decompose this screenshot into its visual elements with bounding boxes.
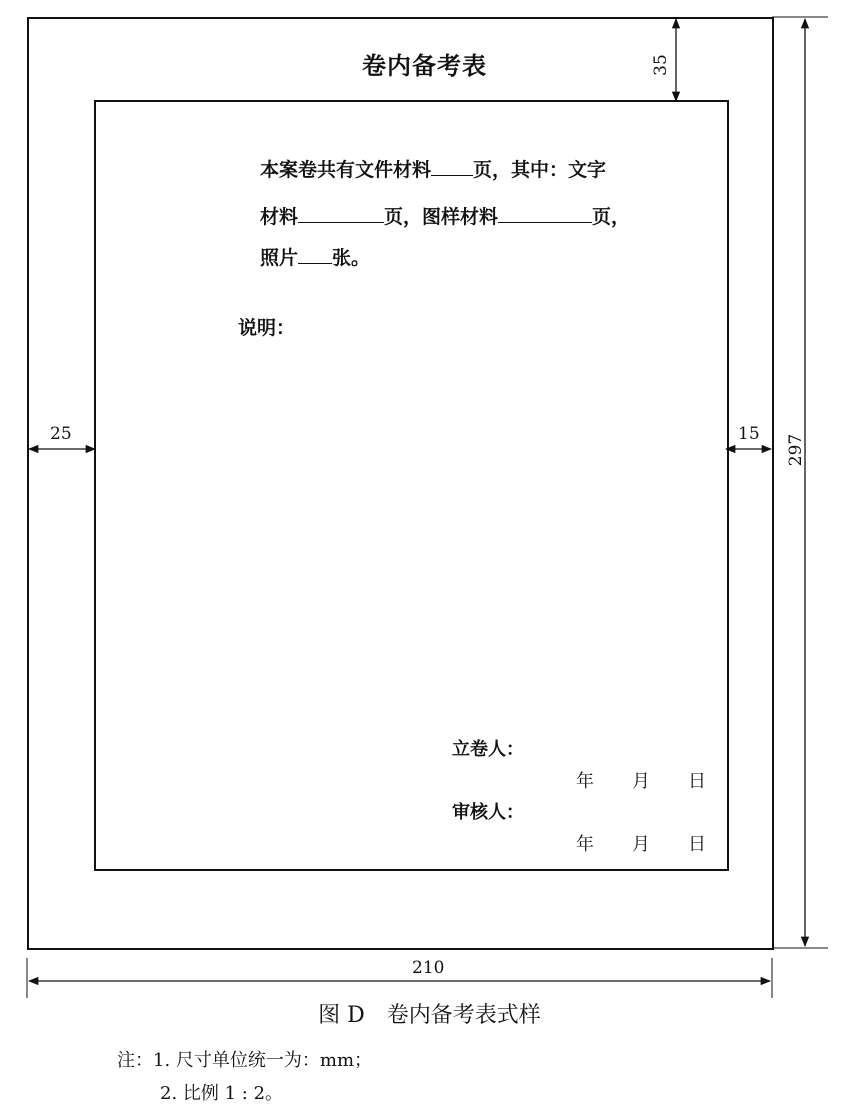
blank-drawing-pages	[498, 206, 592, 223]
reviewer-label: 审核人：	[452, 802, 524, 823]
blank-text-pages	[298, 206, 384, 223]
line2-text-b: 页，图样材料	[384, 206, 499, 228]
form-line-3	[260, 243, 370, 270]
explain-label: 说明：	[238, 317, 296, 339]
form-line-1	[260, 155, 606, 182]
line1-text-a: 本案卷共有文件材料	[260, 159, 432, 181]
line2-text-c: 页，	[592, 206, 631, 228]
filer-day: 日	[688, 771, 706, 792]
reviewer-month: 月	[632, 834, 650, 855]
dim-left-margin-label: 25	[50, 424, 72, 444]
dim-height-label: 297	[786, 433, 807, 467]
figure-caption: 图 D 卷内备考表式样	[318, 1003, 541, 1028]
note-1: 注：1. 尺寸单位统一为：mm；	[117, 1050, 373, 1071]
line3-text-b: 张。	[332, 247, 371, 269]
blank-total-pages	[431, 159, 473, 176]
reviewer-day: 日	[688, 834, 706, 855]
form-title: 卷内备考表	[362, 52, 487, 80]
filer-year: 年	[576, 771, 594, 792]
dim-top-margin-label: 35	[650, 54, 671, 76]
reviewer-date-row	[576, 830, 744, 856]
line1-text-b: 页，其中：文字	[473, 159, 607, 181]
dim-right-margin-label: 15	[738, 424, 760, 444]
line2-text-a: 材料	[260, 206, 299, 228]
line3-text-a: 照片	[260, 247, 299, 269]
blank-photo-count	[298, 247, 332, 264]
filer-month: 月	[632, 771, 650, 792]
dim-width-label: 210	[412, 958, 445, 978]
filer-date-row	[576, 767, 744, 793]
note-2: 2. 比例 1 : 2。	[160, 1083, 284, 1104]
filer-label: 立卷人：	[452, 739, 524, 760]
form-line-2	[260, 202, 630, 229]
reviewer-year: 年	[576, 834, 594, 855]
